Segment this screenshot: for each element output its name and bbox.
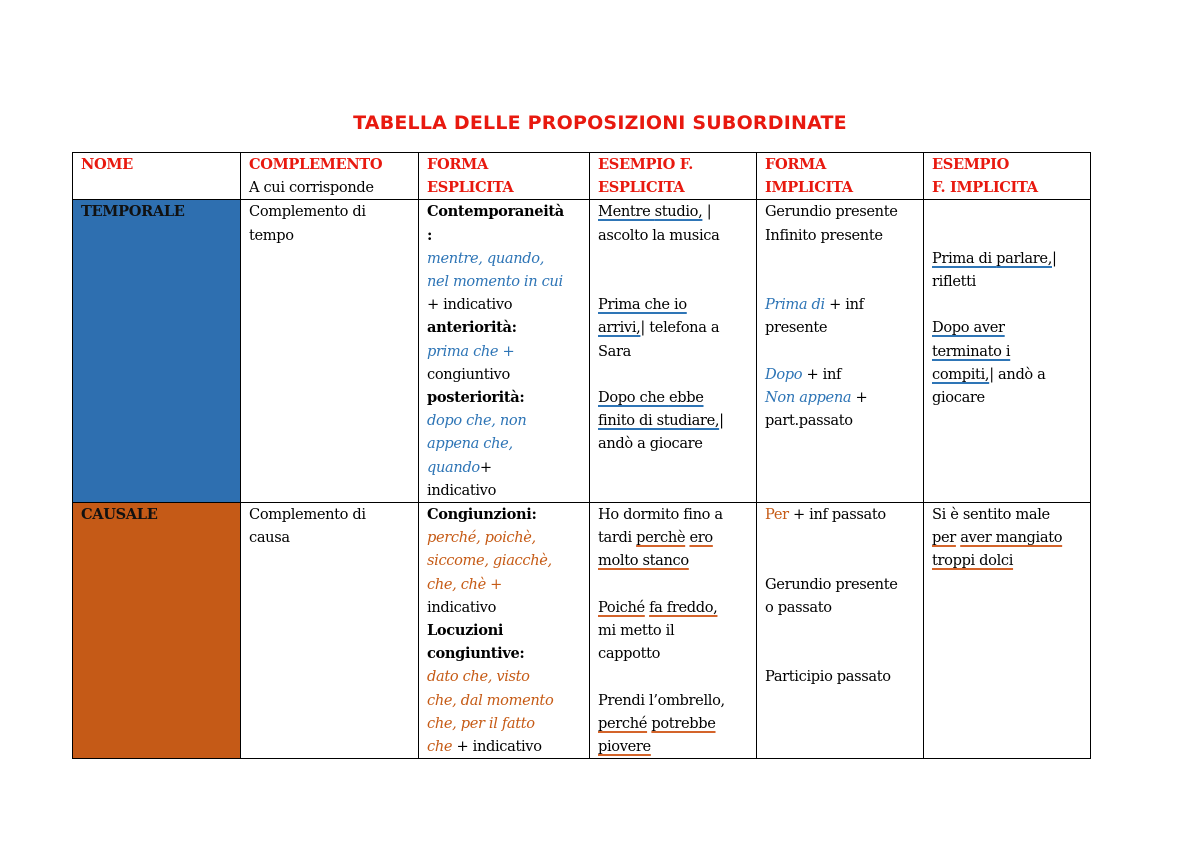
text-segment: dopo che, non: [427, 412, 527, 430]
text-segment: che, dal momento: [427, 691, 554, 709]
cell-line: [765, 526, 920, 549]
cell-line: [598, 526, 753, 549]
page-title: TABELLA DELLE PROPOSIZIONI SUBORDINATE: [353, 112, 847, 134]
text-segment: congiuntive:: [427, 645, 525, 663]
header-esempio-esplicita: [590, 153, 757, 200]
cell-line: [932, 224, 1087, 247]
cell-line: [427, 409, 586, 432]
cell-line: [765, 247, 920, 270]
text-segment: parlare,: [996, 249, 1052, 267]
row-name-causale: [73, 503, 241, 759]
cell-line: [598, 386, 753, 409]
cell-esempio-esplicita: [590, 503, 757, 759]
cell-line: [427, 573, 586, 596]
text-segment: studio,: [654, 203, 703, 221]
cell-line: [598, 619, 753, 642]
cell-line: [427, 293, 586, 316]
cell-line: [427, 735, 586, 758]
text-segment: mentre, quando,: [427, 249, 544, 267]
cell-line: [765, 363, 920, 386]
header-complemento-label: COMPLEMENTO: [249, 156, 383, 173]
cell-line: [249, 200, 415, 223]
text-segment: Dopo che: [598, 388, 669, 406]
header-esempio-implicita: [924, 153, 1091, 200]
header-line: ESPLICITA: [427, 179, 514, 197]
text-segment: fa freddo,: [649, 598, 718, 616]
header-line: ESEMPIO: [932, 156, 1010, 173]
text-segment: presente: [765, 319, 828, 337]
cell-line: [598, 712, 753, 735]
cell-line: [765, 665, 920, 688]
text-segment: per: [932, 529, 956, 547]
cell-line: [427, 432, 586, 455]
cell-line: [598, 549, 753, 572]
cell-line: [598, 409, 753, 432]
cell-complemento: [241, 200, 419, 503]
cell-line: [765, 549, 920, 572]
cell-line: [598, 224, 753, 247]
text-segment: Dopo: [765, 365, 807, 383]
cell-line: [765, 316, 920, 339]
header-line: FORMA: [427, 156, 488, 173]
cell-line: [249, 224, 415, 247]
cell-line: [765, 503, 920, 526]
text-segment: Participio passato: [765, 668, 891, 686]
text-segment: part.passato: [765, 412, 853, 430]
text-segment: piovere: [598, 738, 651, 756]
cell-line: [765, 619, 920, 642]
row-name-temporale: [73, 200, 241, 503]
text-segment: molto stanco: [598, 552, 689, 570]
table-header-row: [73, 153, 1091, 200]
cell-line: [427, 526, 586, 549]
cell-line: [932, 316, 1087, 339]
cell-line: [598, 270, 753, 293]
text-segment: tardi: [598, 529, 637, 547]
cell-line: [932, 340, 1087, 363]
text-segment: indicativo: [427, 598, 497, 616]
cell-line: [765, 340, 920, 363]
text-segment: |: [1051, 249, 1057, 267]
text-segment: rifletti: [932, 272, 976, 290]
cell-line: [932, 363, 1087, 386]
cell-line: [765, 596, 920, 619]
text-segment: perché: [598, 714, 648, 732]
cell-forma-implicita: [757, 200, 924, 503]
cell-line: [598, 573, 753, 596]
text-segment: terminato i: [932, 342, 1011, 360]
cell-line: [427, 479, 586, 502]
header-nome-label: NOME: [81, 156, 133, 173]
text-segment: Locuzioni: [427, 622, 504, 640]
cell-line: [765, 386, 920, 409]
cell-line: [427, 270, 586, 293]
cell-line: [932, 200, 1087, 223]
text-segment: | telefona a: [640, 319, 720, 337]
cell-line: [427, 386, 586, 409]
cell-line: [427, 200, 586, 223]
text-segment: troppi dolci: [932, 552, 1014, 570]
text-segment: Prendi l’ombrello,: [598, 691, 725, 709]
cell-line: [598, 689, 753, 712]
text-segment: o passato: [765, 598, 832, 616]
cell-line: [249, 503, 415, 526]
text-segment: ero: [689, 529, 713, 547]
header-complemento-sub: A cui corrisponde: [249, 179, 374, 197]
text-segment: Gerundio presente: [765, 575, 898, 593]
cell-line: [765, 224, 920, 247]
cell-line: [427, 712, 586, 735]
cell-esempio-implicita: [924, 503, 1091, 759]
cell-line: [932, 247, 1087, 270]
cell-line: [249, 526, 415, 549]
text-segment: Complemento di: [249, 203, 366, 221]
cell-line: [765, 293, 920, 316]
cell-line: [598, 293, 753, 316]
text-segment: |: [719, 412, 724, 430]
table-row-causale: [73, 503, 1091, 759]
cell-line: [598, 665, 753, 688]
cell-line: [427, 503, 586, 526]
cell-line: [427, 642, 586, 665]
text-segment: quando: [427, 458, 480, 476]
text-segment: |: [702, 203, 712, 221]
text-segment: Mentre: [598, 203, 655, 221]
text-segment: Congiunzioni:: [427, 506, 537, 524]
cell-forma-implicita: [757, 503, 924, 759]
text-segment: Sara: [598, 342, 631, 360]
text-segment: perché, poichè,: [427, 529, 536, 547]
header-forma-implicita: [757, 153, 924, 200]
cell-line: [598, 503, 753, 526]
cell-esempio-esplicita: [590, 200, 757, 503]
text-segment: | andò a: [989, 365, 1046, 383]
cell-line: [932, 549, 1087, 572]
header-line: ESPLICITA: [598, 179, 685, 197]
text-segment: anteriorità:: [427, 319, 517, 337]
text-segment: Prima che: [598, 296, 674, 314]
text-segment: Infinito presente: [765, 226, 883, 244]
row-name-label: CAUSALE: [81, 506, 158, 524]
text-segment: che: [427, 738, 453, 756]
text-segment: Per: [765, 506, 794, 524]
text-segment: aver: [973, 319, 1005, 337]
cell-line: [427, 689, 586, 712]
cell-line: [598, 596, 753, 619]
cell-line: [427, 363, 586, 386]
text-segment: + inf: [806, 365, 842, 383]
cell-forma-esplicita: [419, 200, 590, 503]
header-nome: [73, 153, 241, 200]
cell-line: [427, 224, 586, 247]
text-segment: siccome, giacchè,: [427, 552, 552, 570]
text-segment: che, per il fatto: [427, 714, 535, 732]
text-segment: potrebbe: [651, 714, 716, 732]
text-segment: Prima di: [765, 296, 830, 314]
header-complemento: [241, 153, 419, 200]
text-segment: + inf passato: [793, 506, 886, 524]
text-segment: dato che, visto: [427, 668, 530, 686]
cell-complemento: [241, 503, 419, 759]
text-segment: giocare: [932, 388, 985, 406]
header-line: ESEMPIO F.: [598, 156, 694, 173]
cell-line: [598, 432, 753, 455]
text-segment: perchè: [636, 529, 686, 547]
text-segment: appena che,: [427, 435, 513, 453]
cell-line: [427, 549, 586, 572]
text-segment: compiti,: [932, 365, 990, 383]
text-segment: Gerundio presente: [765, 203, 898, 221]
text-segment: + indicativo: [427, 296, 513, 314]
text-segment: tempo: [249, 226, 294, 244]
cell-line: [598, 200, 753, 223]
cell-line: [427, 316, 586, 339]
cell-esempio-implicita: [924, 200, 1091, 503]
text-segment: +: [479, 458, 492, 476]
cell-line: [427, 456, 586, 479]
text-segment: ascolto la musica: [598, 226, 720, 244]
text-segment: Poiché: [598, 598, 645, 616]
cell-line: [932, 386, 1087, 409]
text-segment: finito di studiare,: [598, 412, 720, 430]
text-segment: Complemento di: [249, 506, 366, 524]
text-segment: che, chè +: [427, 575, 503, 593]
cell-line: [598, 363, 753, 386]
cell-line: [598, 642, 753, 665]
text-segment: posteriorità:: [427, 389, 525, 407]
header-line: IMPLICITA: [765, 179, 853, 197]
cell-line: [765, 409, 920, 432]
row-name-label: TEMPORALE: [81, 203, 185, 221]
cell-line: [598, 247, 753, 270]
text-segment: Dopo: [932, 319, 974, 337]
text-segment: causa: [249, 529, 290, 547]
cell-line: [765, 573, 920, 596]
header-line: F. IMPLICITA: [932, 179, 1038, 197]
cell-forma-esplicita: [419, 503, 590, 759]
cell-line: [598, 735, 753, 758]
text-segment: Non appena: [765, 388, 856, 406]
cell-line: [598, 316, 753, 339]
cell-line: [427, 665, 586, 688]
header-line: FORMA: [765, 156, 826, 173]
cell-line: [427, 619, 586, 642]
cell-line: [765, 270, 920, 293]
text-segment: congiuntivo: [427, 365, 510, 383]
table-row-temporale: [73, 200, 1091, 503]
text-segment: Si è sentito male: [932, 506, 1050, 524]
cell-line: [427, 340, 586, 363]
text-segment: Prima di: [932, 249, 997, 267]
text-segment: + indicativo: [452, 738, 542, 756]
text-segment: mi metto il: [598, 622, 675, 640]
text-segment: indicativo: [427, 481, 497, 499]
text-segment: Ho dormito fino a: [598, 506, 723, 524]
cell-line: [932, 270, 1087, 293]
cell-line: [932, 293, 1087, 316]
text-segment: nel momento in cui: [427, 273, 563, 291]
cell-line: [598, 340, 753, 363]
text-segment: cappotto: [598, 645, 661, 663]
text-segment: Contemporaneità: [427, 203, 564, 221]
text-segment: +: [855, 388, 868, 406]
cell-line: [932, 526, 1087, 549]
header-forma-esplicita: [419, 153, 590, 200]
text-segment: :: [427, 226, 433, 244]
cell-line: [765, 200, 920, 223]
cell-line: [427, 247, 586, 270]
text-segment: aver mangiato: [960, 529, 1063, 547]
text-segment: ebbe: [668, 388, 704, 406]
text-segment: + inf: [829, 296, 864, 314]
text-segment: prima che +: [427, 342, 515, 360]
text-segment: arrivi,: [598, 319, 641, 337]
cell-line: [427, 596, 586, 619]
cell-line: [932, 503, 1087, 526]
text-segment: io: [674, 296, 687, 314]
text-segment: andò a giocare: [598, 435, 703, 453]
subordinate-clauses-table: [72, 152, 1091, 759]
cell-line: [765, 642, 920, 665]
